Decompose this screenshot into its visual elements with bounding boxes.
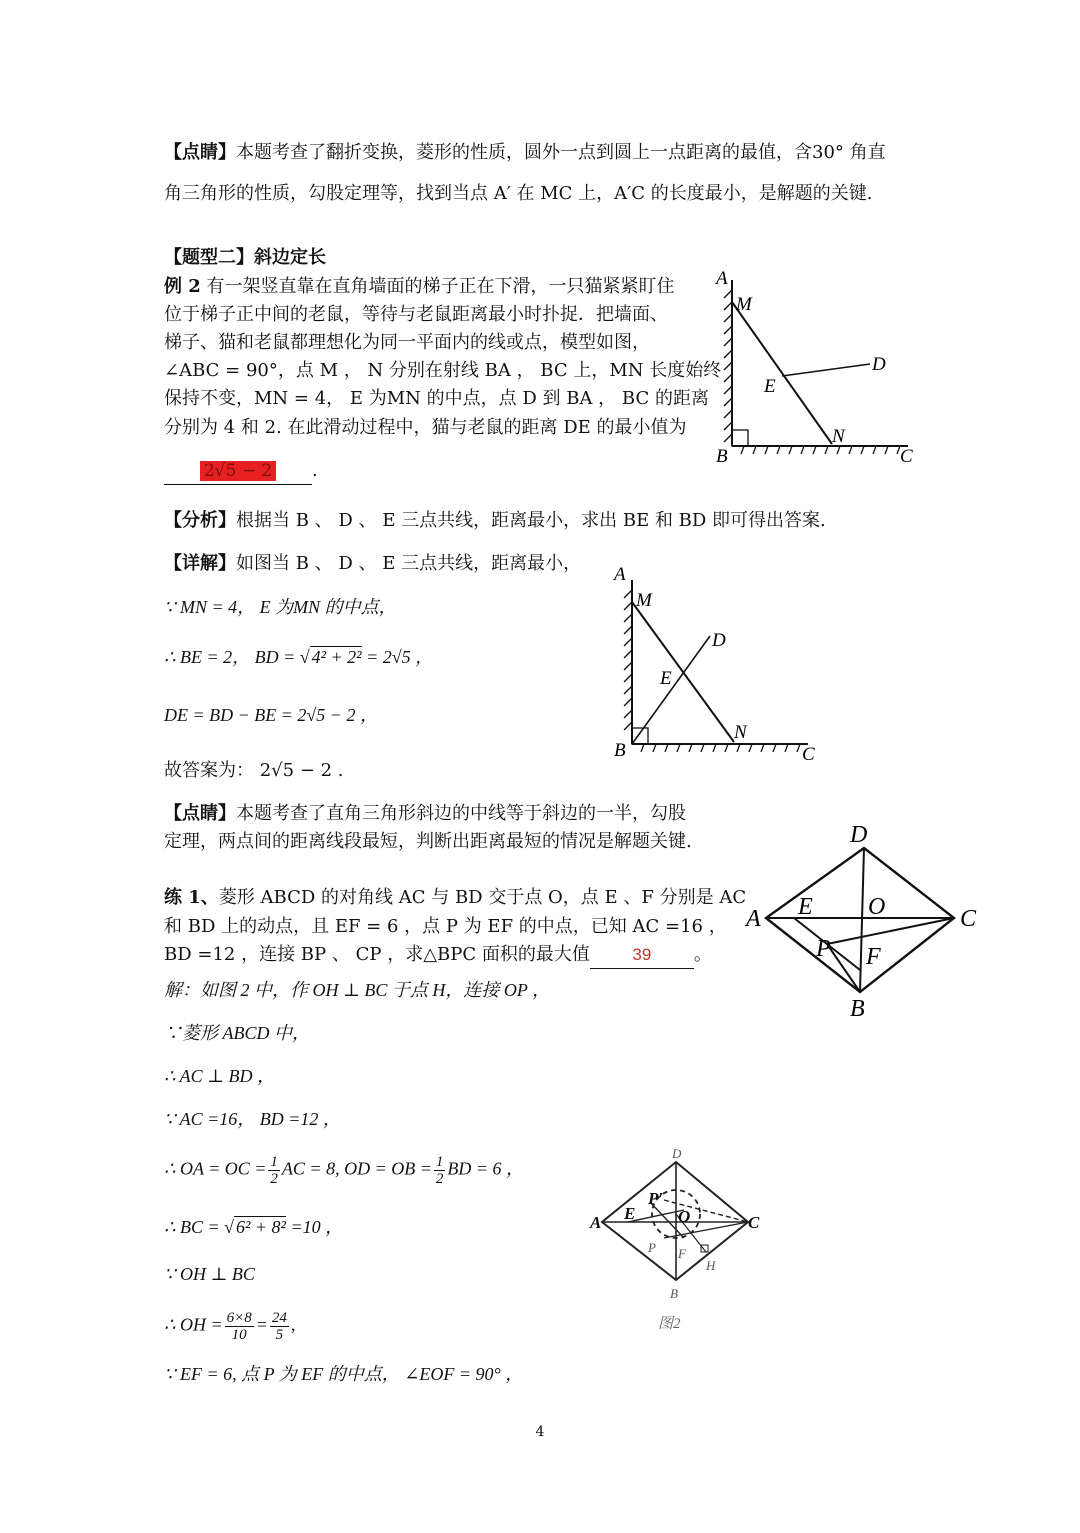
solution-step-7: ∵ OH ⊥ BC [164, 1264, 255, 1284]
label-d: D [872, 354, 886, 375]
label-f: F [866, 944, 881, 970]
page-number: 4 [535, 1424, 545, 1440]
label-d: D [850, 822, 868, 848]
exercise-text-1: 菱形 ABCD 的对角线 AC 与 BD 交于点 O，点 E 、F 分别是 AC [218, 887, 747, 908]
dianjing-tag: 【点睛】 [164, 142, 236, 163]
solution-step-6-radicand: 6² + 8² [236, 1217, 286, 1237]
detail-step-2-b: = 2√5 ， [361, 647, 434, 667]
detail-text: 如图当 B 、 D 、 E 三点共线，距离最小， [236, 553, 582, 574]
solution-step-5-b: AC = 8, OD = OB = [281, 1158, 432, 1179]
answer-highlight: 2√5 − 2 [200, 461, 276, 481]
solution-step-8 [164, 1310, 295, 1343]
detail-paragraph [164, 551, 581, 577]
solution-step-5-c: BD = 6 ， [447, 1158, 524, 1179]
detail-step-1: ∵ MN = 4， E 为MN 的中点， [164, 597, 397, 617]
example-label: 例 2 [164, 276, 201, 297]
label-c: C [802, 744, 815, 765]
label-b: B [716, 446, 728, 467]
label-e: E [624, 1204, 636, 1223]
label-b: B [850, 996, 865, 1022]
label-e: E [660, 668, 672, 689]
exercise-line-1 [164, 885, 746, 911]
exercise-end-mark: 。 [693, 944, 712, 965]
solution-step-5-a: ∴ OA = OC = [164, 1158, 267, 1179]
dianjing-tag: 【点睛】 [164, 803, 236, 824]
label-d: D [672, 1146, 682, 1161]
detail-step-2-a: ∴ BE = 2， BD = [164, 647, 300, 667]
label-a: A [716, 268, 728, 289]
equals-sign: = [255, 1314, 268, 1335]
detail-final: 故答案为： 2√5 − 2 . [164, 760, 344, 781]
analysis-paragraph [164, 508, 826, 534]
solution-step-3: ∴ AC ⊥ BD ， [164, 1066, 276, 1086]
solution-step-8-end: , [290, 1314, 296, 1335]
dianjing-line-1: 本题考查了翻折变换，菱形的性质，圆外一点到圆上一点距离的最值，含30° 角直 [236, 142, 886, 163]
example-line-6: 分别为 4 和 2. 在此滑动过程中，猫与老鼠的距离 DE 的最小值为 [164, 417, 687, 438]
label-f: F [678, 1246, 686, 1261]
label-p: P [648, 1240, 656, 1255]
sqrt-sign: √ [224, 1217, 234, 1237]
answer-blank [164, 458, 312, 485]
fraction-24-over-5: $\frac{24}{5}$ [271, 1310, 287, 1343]
example-line-5: 保持不变，MN = 4， E 为MN 的中点，点 D 到 BA ， BC 的距离 [164, 388, 709, 409]
exercise-answer: 39 [632, 945, 652, 964]
example-text-1: 有一架竖直靠在直角墙面的梯子正在下滑，一只猫紧紧盯住 [206, 276, 675, 297]
dianjing-paragraph-1 [164, 140, 886, 166]
label-b: B [670, 1286, 678, 1301]
exercise-answer-blank [590, 942, 694, 969]
half-fraction: $\frac{1}{2}$ [270, 1154, 278, 1187]
dianjing-paragraph-2 [164, 801, 686, 827]
example-line-1 [164, 274, 675, 300]
sqrt-sign: √ [299, 647, 310, 667]
example-answer-line [164, 458, 318, 485]
analysis-tag: 【分析】 [164, 510, 236, 531]
solution-step-6 [164, 1214, 343, 1240]
solution-step-6-b: =10 ， [285, 1217, 344, 1237]
dianjing-paragraph-1-line-2: 角三角形的性质，勾股定理等，找到当点 A′ 在 MC 上，A′C 的长度最小，是解题的关键. [164, 183, 873, 204]
label-c: C [960, 906, 977, 932]
fraction-6x8-over-10: $\frac{6\times 8}{10}$ [226, 1310, 252, 1343]
ladder-figure-1 [708, 268, 930, 468]
label-e: E [798, 894, 813, 920]
type-heading: 【题型二】斜边定长 [164, 247, 326, 268]
dianjing-2-line-1: 本题考查了直角三角形斜边的中线等于斜边的一半，勾股 [236, 803, 686, 824]
solution-step-5 [164, 1154, 524, 1187]
solution-step-6-a: ∴ BC = [164, 1217, 225, 1237]
label-c: C [748, 1213, 760, 1232]
half-fraction: $\frac{1}{2}$ [435, 1154, 444, 1187]
label-a: A [614, 564, 626, 585]
answer-end-mark: . [312, 460, 318, 481]
example-line-3: 梯子、猫和老鼠都理想化为同一平面内的线或点，模型如图， [164, 332, 650, 353]
label-m: M [736, 294, 752, 315]
example-line-4: ∠ABC = 90°，点 M ， N 分别在射线 BA ， BC 上，MN 长度始终 [164, 360, 722, 381]
detail-step-2-radicand: 4² + 2² [311, 647, 362, 667]
label-p: P [816, 936, 831, 962]
label-m: M [636, 590, 652, 611]
example-line-2: 位于梯子正中间的老鼠，等待与老鼠距离最小时扑捉．把墙面、 [164, 304, 668, 325]
detail-step-3: DE = BD − BE = 2√5 − 2 ， [164, 705, 378, 725]
solution-step-1: 解：如图 2 中，作 OH ⊥ BC 于点 H，连接 OP ， [164, 980, 551, 1000]
label-o: O [678, 1207, 691, 1226]
solution-step-8-a: ∴ OH = [164, 1314, 223, 1335]
label-c: C [900, 446, 913, 467]
label-n: N [832, 426, 845, 447]
label-o: O [868, 894, 886, 920]
analysis-text: 根据当 B 、 D 、 E 三点共线，距离最小，求出 BE 和 BD 即可得出答案. [236, 510, 826, 531]
solution-step-4: ∵ AC =16， BD =12 ， [164, 1109, 341, 1129]
exercise-label: 练 1、 [164, 887, 219, 908]
figure-caption: 图2 [658, 1316, 681, 1332]
rhombus-figure-2 [588, 1142, 772, 1338]
label-e: E [764, 376, 776, 397]
detail-step-2 [164, 644, 433, 670]
exercise-text-3: BD =12 ，连接 BP 、 CP ，求△BPC 面积的最大值 [164, 944, 590, 965]
label-p-prime: P′ [648, 1189, 664, 1208]
solution-step-2: ∵菱形 ABCD 中， [164, 1023, 310, 1043]
label-h: H [706, 1258, 716, 1273]
rhombus-figure [742, 820, 988, 1022]
ladder-figure-2 [608, 560, 830, 768]
label-a: A [590, 1213, 602, 1232]
label-b: B [614, 740, 626, 761]
solution-step-9: ∵ EF = 6, 点 P 为 EF 的中点， ∠EOF = 90° ， [164, 1364, 524, 1384]
label-n: N [734, 722, 747, 743]
label-a: A [746, 906, 761, 932]
exercise-line-3 [164, 942, 712, 969]
dianjing-paragraph-2-line-2: 定理，两点间的距离线段最短，判断出距离最短的情况是解题关键. [164, 831, 692, 852]
exercise-line-2: 和 BD 上的动点，且 EF = 6 ，点 P 为 EF 的中点，已知 AC =16 ， [164, 916, 727, 937]
detail-tag: 【详解】 [164, 553, 236, 574]
label-d: D [712, 630, 726, 651]
